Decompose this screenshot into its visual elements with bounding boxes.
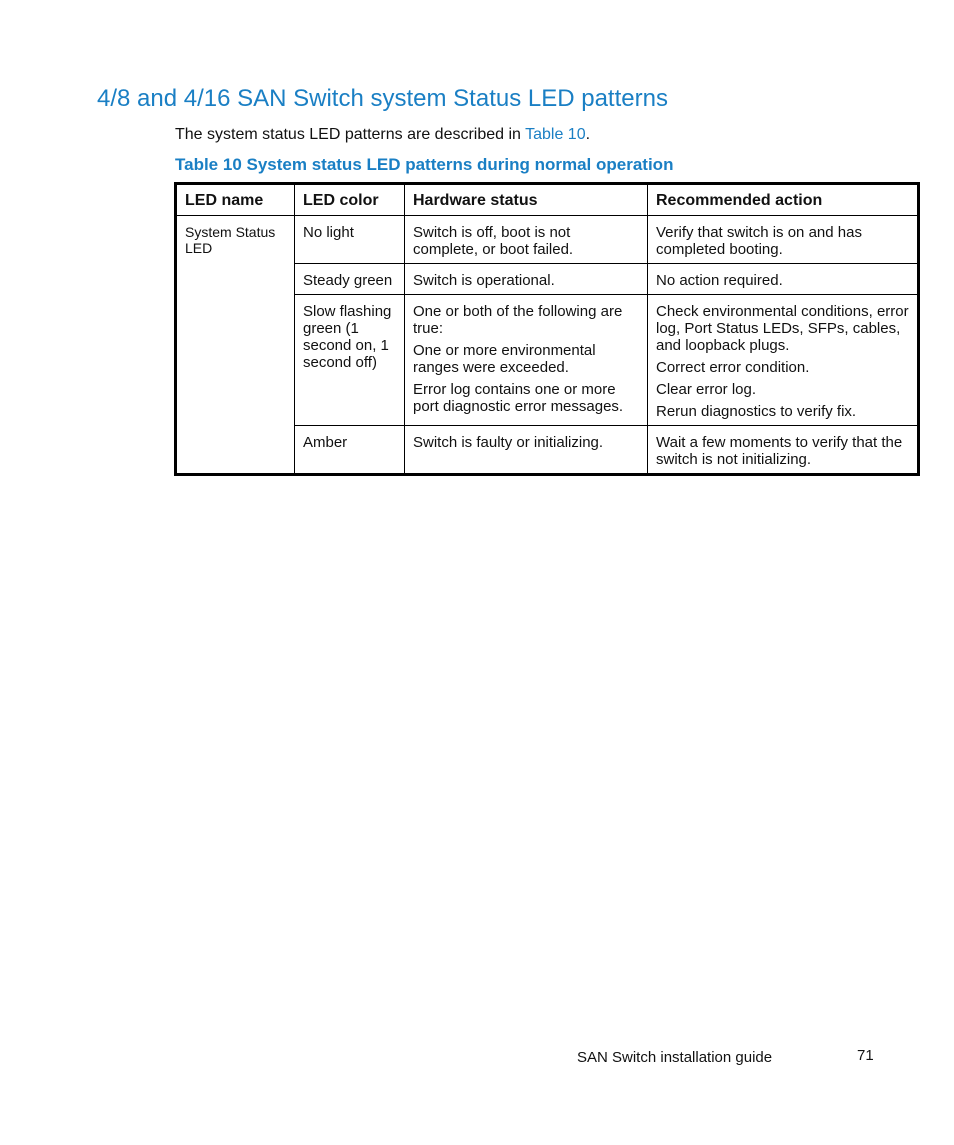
action-text: Correct error condition. xyxy=(656,359,810,376)
header-led-color: LED color xyxy=(295,184,405,216)
header-led-name: LED name xyxy=(176,184,295,216)
section-heading: 4/8 and 4/16 SAN Switch system Status LED patterns xyxy=(97,85,668,112)
action-text: Wait a few moments to verify that the switch is not initializing. xyxy=(656,434,903,468)
header-hardware-status: Hardware status xyxy=(405,184,648,216)
recommended-action-cell xyxy=(648,264,919,295)
led-color-cell: Steady green xyxy=(295,264,405,295)
action-text: Rerun diagnostics to verify fix. xyxy=(656,403,857,420)
status-text: One or more environmental ranges were exceeded. xyxy=(413,342,596,376)
recommended-action-cell xyxy=(648,216,919,264)
table-caption: Table 10 System status LED patterns during normal operation xyxy=(175,155,674,174)
intro-period: . xyxy=(585,126,591,143)
action-text: Verify that switch is on and has completed booting. xyxy=(656,224,862,258)
status-text: Switch is off, boot is not complete, or boot failed. xyxy=(413,224,574,258)
status-text: One or both of the following are true: xyxy=(413,303,623,337)
status-text: Error log contains one or more port diagnostic error messages. xyxy=(413,381,624,415)
hardware-status-cell xyxy=(405,264,648,295)
status-text: Switch is operational. xyxy=(413,272,555,289)
hardware-status-cell xyxy=(405,216,648,264)
led-color-cell: No light xyxy=(295,216,405,264)
header-recommended-action: Recommended action xyxy=(648,184,919,216)
led-color-cell: Slow flashing green (1 second on, 1 second off) xyxy=(295,295,405,426)
hardware-status-cell xyxy=(405,426,648,475)
action-text: Clear error log. xyxy=(656,381,757,398)
intro-paragraph xyxy=(175,126,590,144)
table-header-row xyxy=(176,184,919,216)
recommended-action-cell xyxy=(648,295,919,426)
action-text: No action required. xyxy=(656,272,783,289)
table-row xyxy=(176,216,919,264)
footer-guide-title: SAN Switch installation guide xyxy=(577,1049,773,1066)
intro-text: The system status LED patterns are described in xyxy=(175,126,526,143)
led-name-cell: System Status LED xyxy=(176,216,295,475)
led-color-cell: Amber xyxy=(295,426,405,475)
page-number: 71 xyxy=(857,1047,874,1064)
status-text: Switch is faulty or initializing. xyxy=(413,434,604,451)
led-patterns-table xyxy=(174,182,920,476)
hardware-status-cell xyxy=(405,295,648,426)
recommended-action-cell xyxy=(648,426,919,475)
action-text: Check environmental conditions, error log, Port Status LEDs, SFPs, cables, and loopback plugs. xyxy=(656,303,909,354)
table-reference-link[interactable]: Table 10 xyxy=(525,126,586,143)
